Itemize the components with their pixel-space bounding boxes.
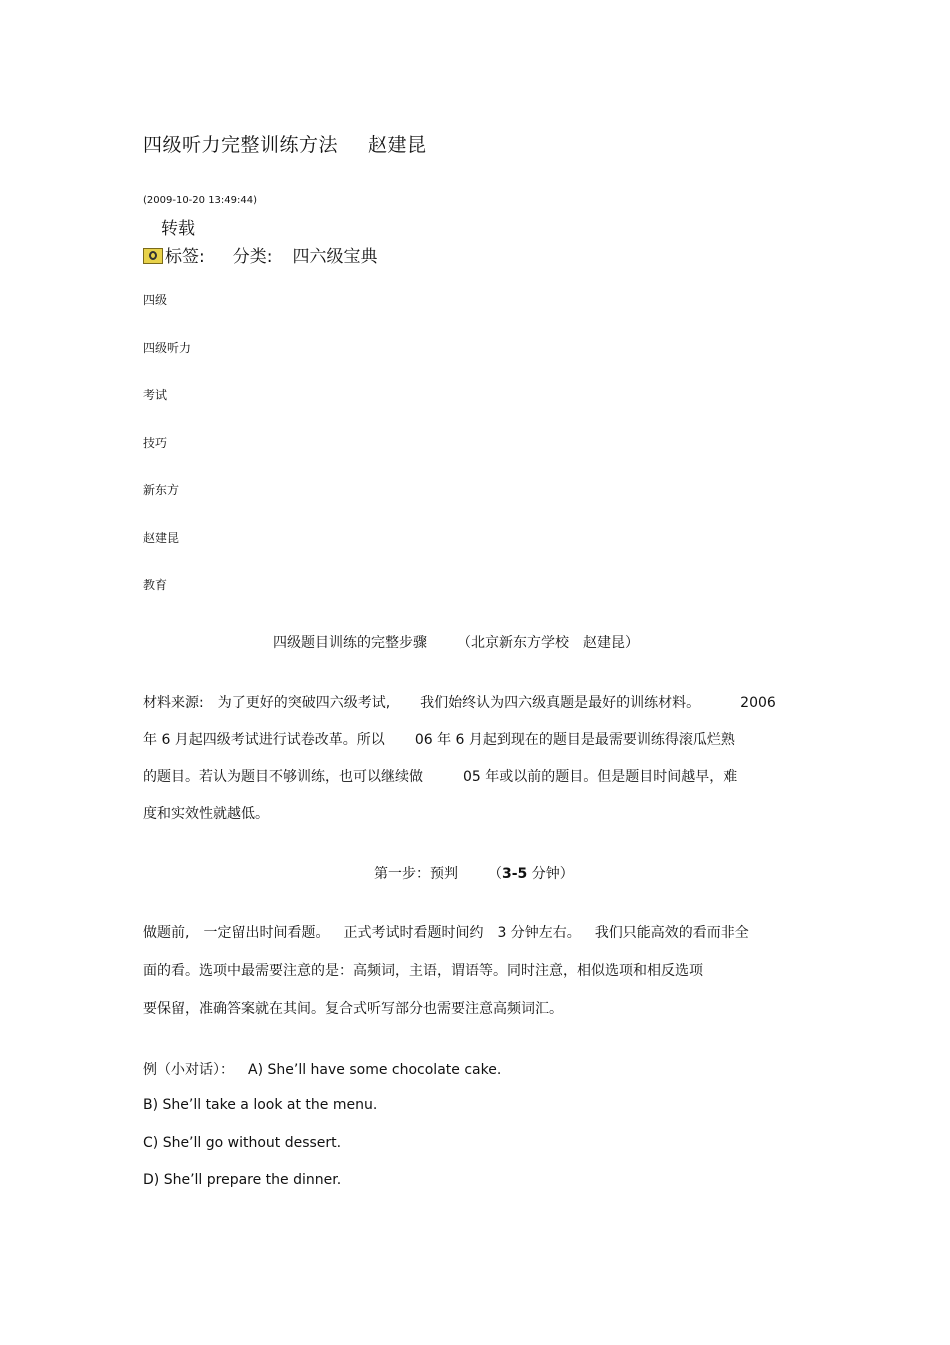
- section-heading: [273, 632, 639, 652]
- text-span: 05 年或以前的题目。但是题目时间越早，难: [463, 769, 738, 785]
- text-span: 为了更好的突破四六级考试,: [217, 695, 391, 711]
- example-label: 例（小对话）：: [143, 1062, 234, 1078]
- heading-source: （北京新东方学校: [457, 635, 569, 651]
- tag-link[interactable]: 新东方: [143, 483, 180, 497]
- text-span: 材料来源:: [143, 695, 204, 711]
- paragraph-line: [143, 692, 776, 712]
- title-text: 四级听力完整训练方法: [143, 134, 339, 156]
- tag-link[interactable]: 四级听力: [143, 341, 192, 355]
- paragraph-line: 度和实效性就越低。: [143, 806, 269, 822]
- title-author: 赵建昆: [368, 134, 427, 156]
- tags-label: 标签:: [165, 247, 205, 267]
- tag-category-line: [143, 242, 377, 267]
- example-line: [143, 1059, 501, 1079]
- paragraph-line: [143, 766, 737, 786]
- text-span: 分钟）: [531, 866, 574, 882]
- tag-link[interactable]: 技巧: [143, 436, 168, 450]
- text-span: 正式考试时看题时间约: [343, 925, 484, 941]
- tag-link[interactable]: 四级: [143, 293, 168, 307]
- text-span: 3-5: [502, 866, 528, 882]
- option-c: C) She’ll go without dessert.: [143, 1135, 342, 1151]
- text-span: 2006: [740, 695, 776, 711]
- repost-link[interactable]: 转载: [161, 219, 195, 239]
- article-title: [143, 130, 427, 157]
- paragraph-line: 要保留，准确答案就在其间。复合式听写部分也需要注意高频词汇。: [143, 1001, 563, 1017]
- text-span: 06 年 6 月起到现在的题目是最需要训练得滚瓜烂熟: [414, 732, 735, 748]
- paragraph-line: [143, 922, 749, 942]
- text-span: 我们只能高效的看而非全: [594, 925, 749, 941]
- text-span: 做题前,: [143, 925, 190, 941]
- tag-link[interactable]: 赵建昆: [143, 531, 180, 545]
- tag-icon: [143, 248, 163, 264]
- paragraph-line: 面的看。选项中最需要注意的是：高频词，主语，谓语等。同时注意，相似选项和相反选项: [143, 963, 703, 979]
- tag-link[interactable]: 考试: [143, 388, 168, 402]
- text-span: 年 6 月起四级考试进行试卷改革。所以: [143, 732, 385, 748]
- option-b: B) She’ll take a look at the menu.: [143, 1097, 378, 1113]
- text-span: 3 分钟左右。: [497, 925, 581, 941]
- heading-author: 赵建昆）: [583, 635, 639, 651]
- text-span: 的题目。若认为题目不够训练，也可以继续做: [143, 769, 423, 785]
- step-heading: [374, 863, 574, 883]
- text-span: 我们始终认为四六级真题是最好的训练材料。: [420, 695, 701, 711]
- option-a: A) She’ll have some chocolate cake.: [248, 1062, 502, 1078]
- heading-text: 四级题目训练的完整步骤: [273, 635, 427, 651]
- text-span: （: [488, 866, 502, 882]
- text-span: 一定留出时间看题。: [203, 925, 330, 941]
- text-span: 第一步：预判: [374, 866, 458, 882]
- category-link[interactable]: 四六级宝典: [292, 247, 378, 267]
- option-d: D) She’ll prepare the dinner.: [143, 1172, 342, 1188]
- tag-link[interactable]: 教育: [143, 578, 168, 592]
- post-datetime: (2009-10-20 13:49:44): [143, 195, 258, 206]
- category-label: 分类:: [232, 247, 273, 267]
- paragraph-line: [143, 729, 735, 749]
